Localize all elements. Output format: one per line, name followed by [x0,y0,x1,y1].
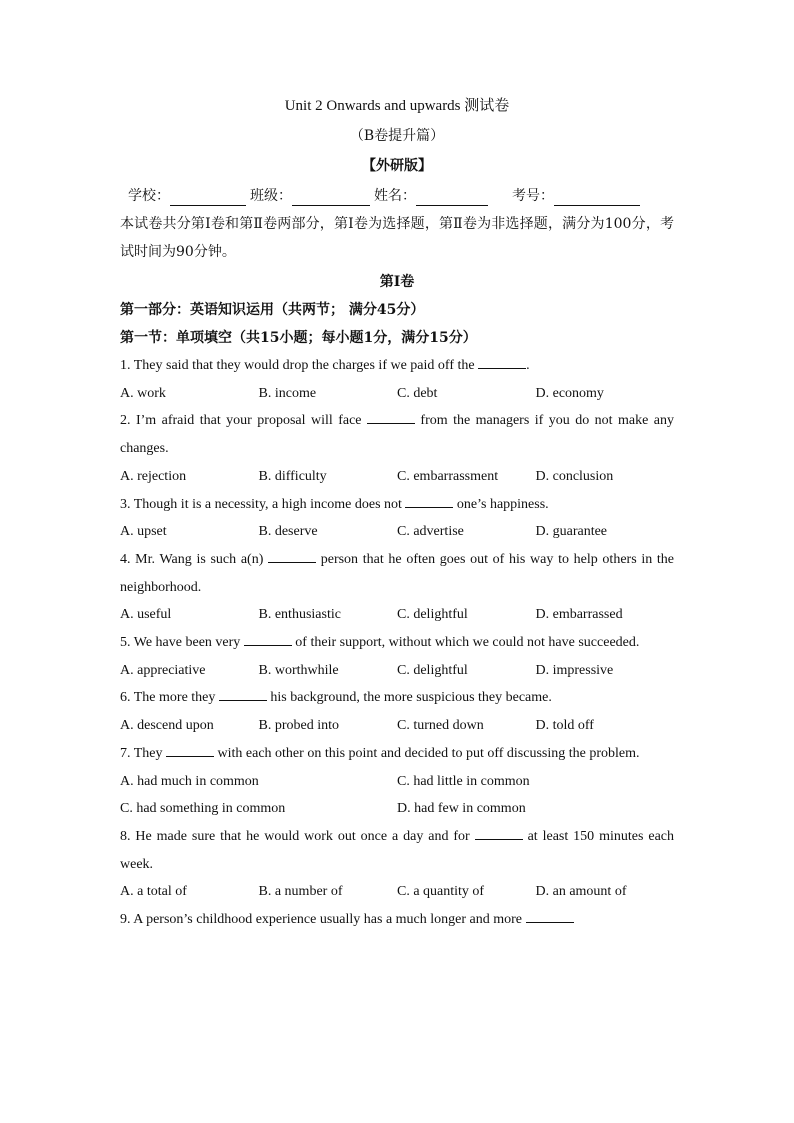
option-row [120,878,674,906]
number-field[interactable] [512,186,644,206]
option-d[interactable]: D. embarrassed [535,607,623,623]
option-d[interactable]: D. conclusion [535,468,614,484]
option-b[interactable]: B. deserve [258,524,318,540]
volume-heading: 第Ⅰ卷 [379,274,415,290]
question-text-end: from the managers if you do not make any changes. [120,413,675,457]
answer-blank [219,686,267,701]
exam-subtitle: （B卷提升篇） [349,128,445,144]
option-row [120,463,674,491]
option-a[interactable]: A. descend upon [120,718,214,734]
question [120,684,674,712]
option-row [120,712,674,740]
exam-page [120,96,674,934]
name-blank[interactable] [416,189,488,206]
option-c[interactable]: C. delightful [397,607,468,623]
option-c[interactable]: C. debt [397,385,438,401]
option-row [120,795,674,823]
answer-blank [268,548,316,563]
number-label: 考号： [512,188,554,204]
option-row [120,657,674,685]
option-a[interactable]: A. appreciative [120,662,206,678]
student-info-row [120,186,674,206]
section-heading: 第一节：单项填空（共15小题；每小题1分，满分15分） [120,330,477,346]
option-c[interactable]: C. had something in common [120,801,286,817]
option-b[interactable]: C. had little in common [397,773,530,789]
question-text: 9. A person’s childhood experience usually has a much longer and more [120,912,526,928]
option-row [120,601,674,629]
option-row [120,768,674,796]
question [120,906,674,934]
question [120,352,674,380]
answer-blank [166,742,214,757]
option-d[interactable]: D. impressive [535,662,614,678]
question-text: 3. Though it is a necessity, a high income does not [120,496,406,512]
part-heading: 第一部分：英语知识运用（共两节； 满分45分） [120,302,425,318]
class-field[interactable] [250,186,374,206]
option-row [120,380,674,408]
question-text-end: person that he often goes out of his way to help others in the neighborhood. [120,551,675,595]
option-c[interactable]: C. a quantity of [397,884,485,900]
question-text: 1. They said that they would drop the charges if we paid off the [120,358,479,373]
option-c[interactable]: C. delightful [397,662,468,678]
answer-blank [367,409,415,424]
question-text-end: of their support, without which we could not have succeeded. [291,635,640,651]
question-text: 6. The more they [120,690,219,706]
question [120,629,674,657]
name-field[interactable] [374,186,492,206]
question-text-end: one’s happiness. [453,496,549,512]
edition-label: 【外研版】 [362,158,432,174]
option-d[interactable]: D. an amount of [535,884,627,900]
option-a[interactable]: A. rejection [120,468,187,484]
class-blank[interactable] [292,189,370,206]
answer-blank [405,493,453,508]
answer-blank [244,631,292,646]
question [120,546,674,601]
question [120,407,674,462]
exam-title: Unit 2 Onwards and upwards 测试卷 [284,98,510,114]
option-a[interactable]: A. useful [120,607,172,623]
number-blank[interactable] [554,189,640,206]
question-text-end: at least 150 minutes each week. [120,828,675,872]
question-text: 4. Mr. Wang is such a(n) [120,551,269,567]
option-b[interactable]: B. enthusiastic [258,607,341,623]
school-label: 学校： [128,188,170,204]
option-d[interactable]: D. told off [535,718,594,734]
question-text: 7. They [120,745,167,761]
school-blank[interactable] [170,189,246,206]
answer-blank [478,354,526,369]
question-text-end: . [526,358,530,373]
question-text: 5. We have been very [120,635,244,651]
class-label: 班级： [250,188,292,204]
exam-instructions: 本试卷共分第Ⅰ卷和第Ⅱ卷两部分，第Ⅰ卷为选择题，第Ⅱ卷为非选择题，满分为100分，考试时间为90分钟。 [120,216,674,260]
option-a[interactable]: A. a total of [120,884,187,900]
option-a[interactable]: A. work [120,385,166,401]
option-a[interactable]: A. upset [120,524,167,540]
option-b[interactable]: B. worthwhile [258,662,339,678]
option-c[interactable]: C. embarrassment [397,468,499,484]
answer-blank [526,908,574,923]
option-b[interactable]: B. a number of [258,884,343,900]
option-row [120,518,674,546]
option-b[interactable]: B. difficulty [258,468,327,484]
question-text-end: with each other on this point and decided to put off discussing the problem. [214,745,640,761]
question-text-end: his background, the more suspicious they became. [266,690,552,706]
school-field[interactable] [128,186,250,206]
option-c[interactable]: C. advertise [397,524,464,540]
question-text: 8. He made sure that he would work out once a day and for [120,828,475,844]
question-text: 2. I’m afraid that your proposal will face [120,413,367,429]
question [120,491,674,519]
option-d[interactable]: D. had few in common [397,801,526,817]
option-c[interactable]: C. turned down [397,718,484,734]
question [120,740,674,768]
answer-blank [475,825,523,840]
option-d[interactable]: D. economy [535,385,604,401]
option-d[interactable]: D. guarantee [535,524,608,540]
option-a[interactable]: A. had much in common [120,773,259,789]
question [120,823,674,878]
name-label: 姓名： [374,188,416,204]
option-b[interactable]: B. probed into [258,718,339,734]
option-b[interactable]: B. income [258,385,317,401]
